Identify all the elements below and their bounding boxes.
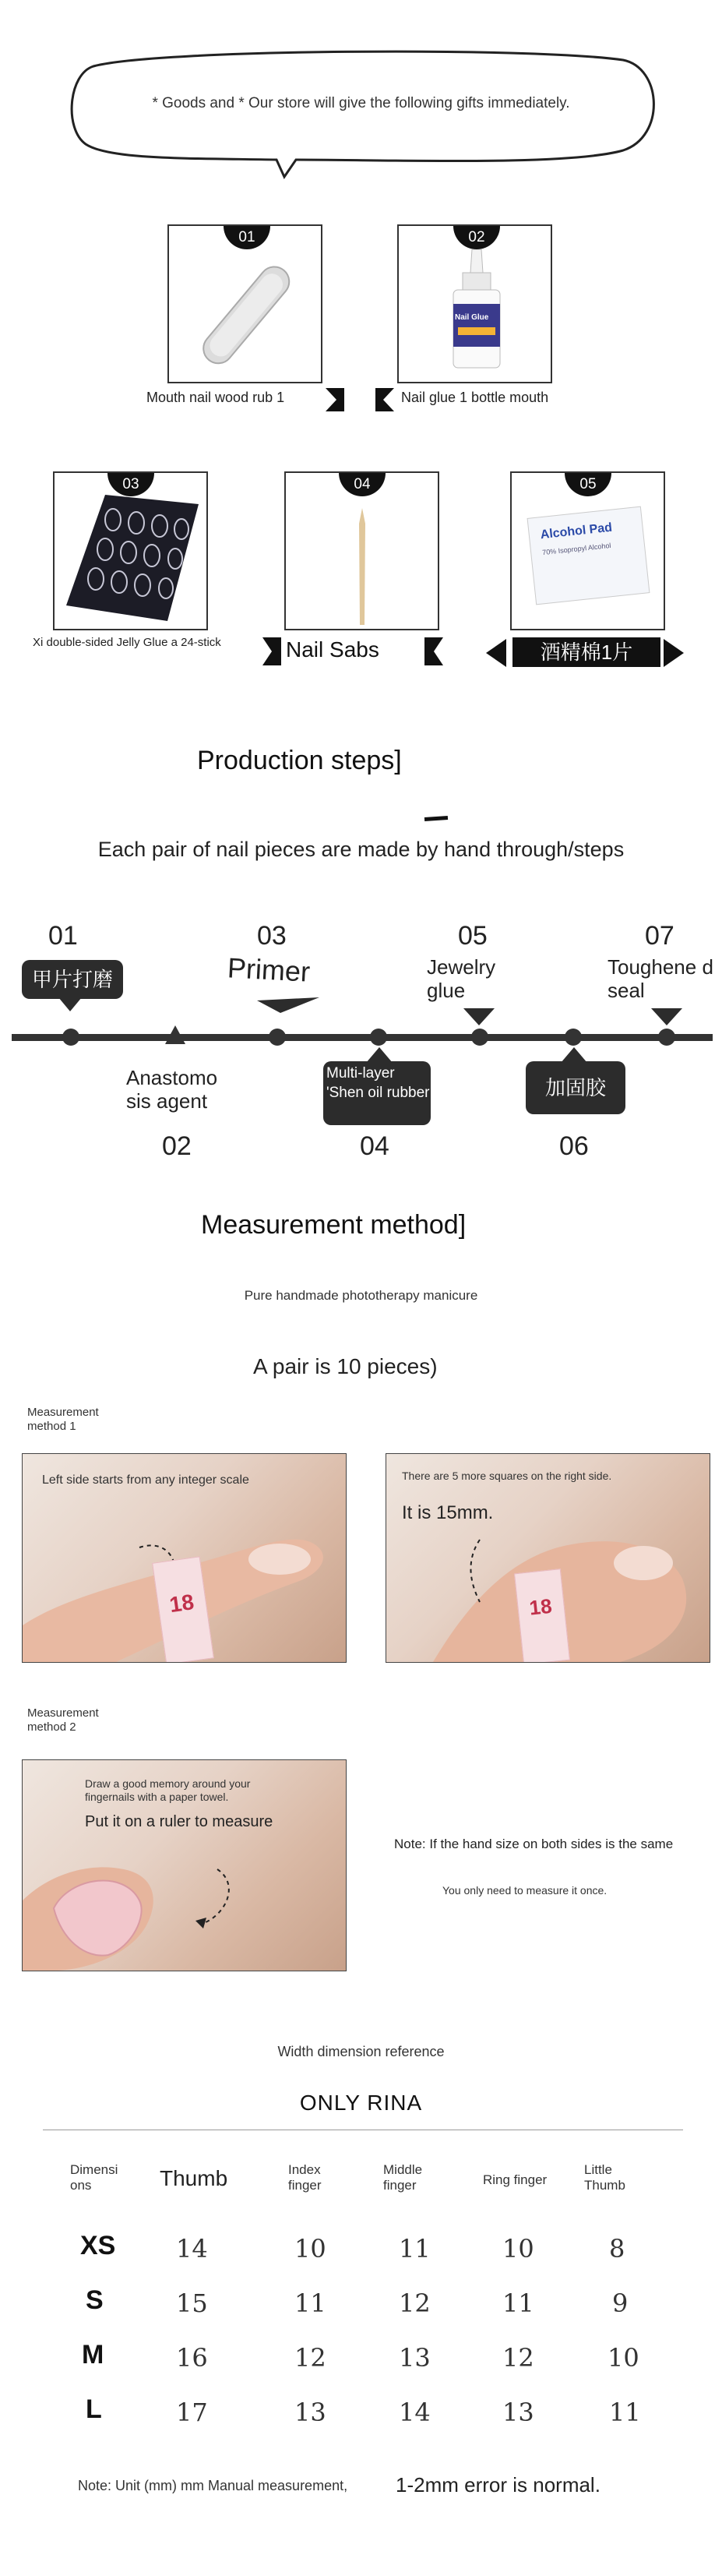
value-m-thumb: 16 xyxy=(176,2343,208,2373)
timeline-marker-02 xyxy=(165,1025,185,1044)
photo3-caption-big: Put it on a ruler to measure xyxy=(85,1813,273,1830)
gift-label-05: 酒精棉1片 xyxy=(512,637,660,667)
header-little-thumb: Little Thumb xyxy=(584,2162,625,2193)
gift-number-badge: 05 xyxy=(565,473,611,496)
finger-with-paper-illustration xyxy=(23,1830,346,1971)
header-ring-finger: Ring finger xyxy=(483,2172,548,2187)
title-accent-mark xyxy=(424,816,448,821)
gift-number-badge: 04 xyxy=(339,473,386,496)
photo2-caption-small: There are 5 more squares on the right side. xyxy=(402,1470,612,1482)
step-number-05: 05 xyxy=(458,921,488,951)
step-label-03: Primer xyxy=(227,951,312,988)
size-s: S xyxy=(86,2285,104,2315)
timeline-dot-03 xyxy=(269,1029,286,1046)
gifts-banner: * Goods and * Our store will give the following gifts immediately. xyxy=(152,95,570,111)
measurement-photo-3 xyxy=(22,1759,347,1971)
tag-pointer xyxy=(58,997,82,1011)
size-table-brand: ONLY RINA xyxy=(299,2091,423,2115)
value-s-index: 11 xyxy=(294,2288,326,2318)
gift-label-02: Nail glue 1 bottle mouth xyxy=(401,390,549,405)
flag-marker-icon xyxy=(375,388,394,411)
tag-pointer xyxy=(366,1047,393,1063)
timeline-dot-06 xyxy=(565,1029,582,1046)
step-number-01: 01 xyxy=(48,921,78,951)
gift-number-badge: 03 xyxy=(107,473,154,496)
value-l-middle: 14 xyxy=(399,2398,431,2427)
value-xs-thumb: 14 xyxy=(176,2234,208,2264)
gift-number-badge: 01 xyxy=(224,226,270,249)
step-label-05: Jewelry glue xyxy=(427,955,496,1002)
flag-marker-icon xyxy=(486,639,506,667)
measurement-photo-2 xyxy=(386,1453,710,1663)
value-m-middle: 13 xyxy=(399,2343,431,2373)
step-label-06: 加固胶 xyxy=(526,1061,625,1114)
flag-marker-icon xyxy=(424,637,443,665)
gift-number-badge: 02 xyxy=(453,226,500,249)
gift-label-03: Xi double-sided Jelly Glue a 24-stick xyxy=(33,636,221,649)
timeline-dot-07 xyxy=(658,1029,675,1046)
measure-note-sub: You only need to measure it once. xyxy=(442,1884,608,1897)
value-m-ring: 12 xyxy=(502,2343,534,2373)
method1-label: Measurement method 1 xyxy=(27,1406,99,1433)
step-label-07: Toughene d seal xyxy=(608,955,713,1002)
gift-card-01 xyxy=(167,224,322,383)
timeline-dot-05 xyxy=(471,1029,488,1046)
gift-label-04: Nail Sabs xyxy=(286,637,379,662)
tape-number: 18 xyxy=(167,1590,195,1618)
step-label-02: Anastomo sis agent xyxy=(126,1066,218,1113)
speech-bubble-outline xyxy=(62,43,670,183)
gift-card-04 xyxy=(284,471,439,630)
value-s-thumb: 15 xyxy=(176,2288,208,2318)
alcohol-pad-title: Alcohol Pad xyxy=(540,520,613,542)
method2-label: Measurement method 2 xyxy=(27,1706,99,1734)
header-dimensions: Dimensi ons xyxy=(70,2162,118,2193)
measurement-photo-1 xyxy=(22,1453,347,1663)
measure-note-main: Note: If the hand size on both sides is the same xyxy=(394,1837,674,1851)
jelly-glue-sheet-icon xyxy=(58,489,203,627)
step-label-01: 甲片打磨 xyxy=(22,960,123,999)
value-l-ring: 13 xyxy=(502,2398,534,2427)
gift-card-05 xyxy=(510,471,665,630)
size-footnote-b: 1-2mm error is normal. xyxy=(396,2473,600,2497)
gift-label-01: Mouth nail wood rub 1 xyxy=(146,390,285,405)
header-middle-finger: Middle finger xyxy=(383,2162,423,2193)
value-xs-ring: 10 xyxy=(502,2234,534,2264)
size-l: L xyxy=(86,2394,102,2424)
flag-marker-icon xyxy=(262,637,281,665)
production-title: Production steps] xyxy=(197,746,402,775)
step-number-03: 03 xyxy=(257,921,287,951)
step-label-04: Multi-layer 'Shen oil rubber xyxy=(323,1061,431,1125)
production-subtitle: Each pair of nail pieces are made by hand through/steps xyxy=(97,838,625,861)
nail-file-icon xyxy=(188,257,305,374)
value-m-little: 10 xyxy=(608,2343,639,2373)
pair-note: A pair is 10 pieces) xyxy=(253,1354,438,1378)
value-xs-little: 8 xyxy=(609,2234,625,2264)
flag-marker-icon xyxy=(326,388,344,411)
alcohol-pad-package xyxy=(527,506,650,605)
bottle-label-text: Nail Glue xyxy=(455,313,489,322)
value-l-thumb: 17 xyxy=(176,2398,208,2427)
photo2-caption-big: It is 15mm. xyxy=(402,1502,494,1523)
tape-number: 18 xyxy=(528,1593,554,1620)
photo1-caption: Left side starts from any integer scale xyxy=(42,1473,249,1487)
nail-stick-icon xyxy=(354,508,370,625)
measurement-subtitle: Pure handmade phototherapy manicure xyxy=(244,1288,478,1303)
measuring-tape xyxy=(514,1569,570,1663)
size-footnote-a: Note: Unit (mm) mm Manual measurement, xyxy=(78,2478,348,2493)
tag-pointer xyxy=(463,1008,495,1025)
gift-card-03 xyxy=(53,471,208,630)
step-number-02: 02 xyxy=(162,1131,192,1161)
value-xs-middle: 11 xyxy=(399,2234,431,2264)
tag-pointer xyxy=(257,997,319,1013)
step-number-06: 06 xyxy=(559,1131,589,1161)
size-m: M xyxy=(82,2340,104,2370)
tag-pointer xyxy=(651,1008,682,1025)
timeline-dot-04 xyxy=(370,1029,387,1046)
size-xs: XS xyxy=(80,2231,116,2260)
value-l-little: 11 xyxy=(609,2398,641,2427)
glue-bottle-icon xyxy=(446,249,508,374)
step-number-04: 04 xyxy=(360,1131,389,1161)
value-l-index: 13 xyxy=(294,2398,326,2427)
tag-pointer xyxy=(561,1047,587,1063)
photo3-caption-small: Draw a good memory around your fingernails with a paper towel. xyxy=(85,1777,251,1803)
timeline-line xyxy=(12,1034,713,1041)
timeline-dot-01 xyxy=(62,1029,79,1046)
header-thumb: Thumb xyxy=(160,2166,228,2190)
flag-marker-icon xyxy=(664,639,684,667)
value-m-index: 12 xyxy=(294,2343,326,2373)
value-xs-index: 10 xyxy=(294,2234,326,2264)
alcohol-pad-subtitle: 70% Isopropyl Alcohol xyxy=(541,541,611,557)
step-number-07: 07 xyxy=(645,921,674,951)
value-s-middle: 12 xyxy=(399,2288,431,2318)
header-index-finger: Index finger xyxy=(288,2162,322,2193)
measurement-title: Measurement method] xyxy=(201,1210,467,1240)
size-table-caption: Width dimension reference xyxy=(277,2044,445,2059)
value-s-little: 9 xyxy=(612,2288,629,2318)
value-s-ring: 11 xyxy=(502,2288,534,2318)
gift-card-02 xyxy=(397,224,552,383)
